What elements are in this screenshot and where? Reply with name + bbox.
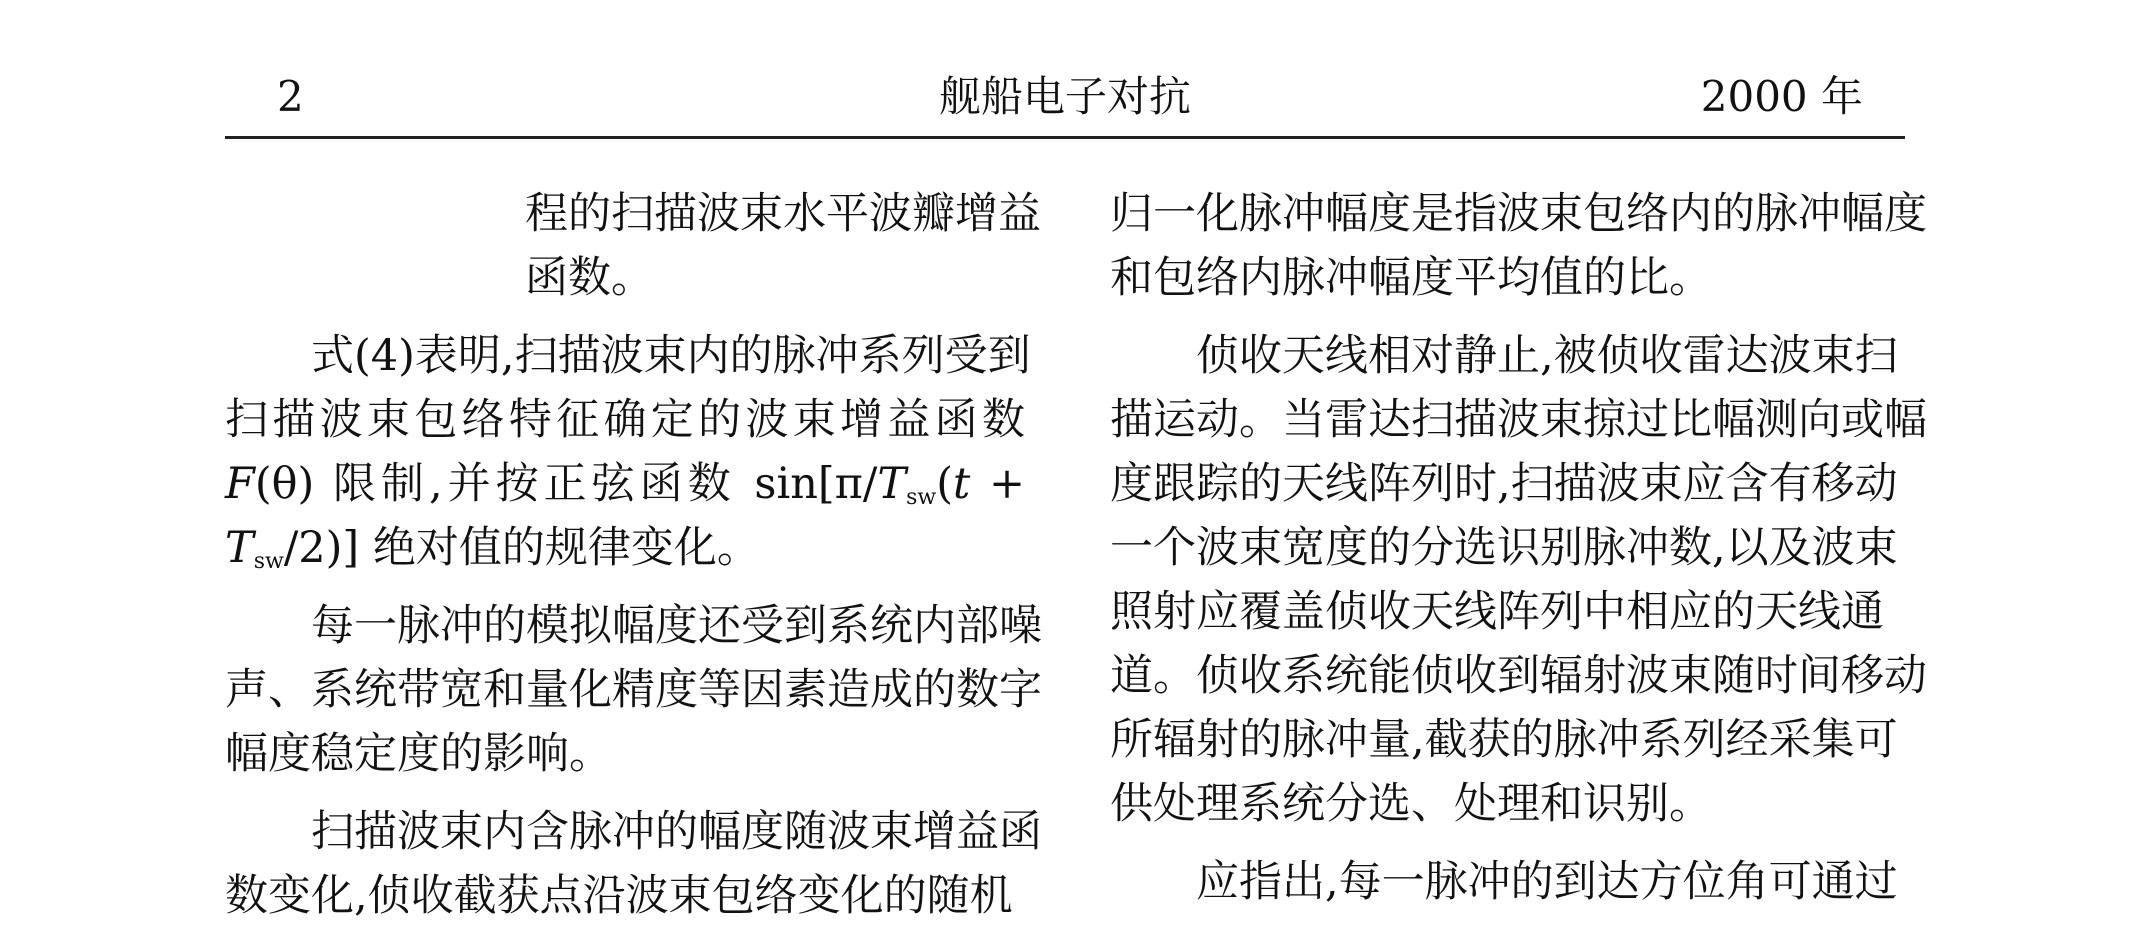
text-line: 幅度稳定度的影响。 bbox=[225, 729, 612, 779]
paragraph bbox=[1110, 850, 1905, 914]
text-line: 扫描波束包络特征确定的波束增益函数 bbox=[225, 395, 1025, 445]
text-line: 和包络内脉冲幅度平均值的比。 bbox=[1110, 253, 1712, 303]
text-line: 归一化脉冲幅度是指波束包络内的脉冲幅度 bbox=[1110, 189, 1927, 239]
text-line: 函数。 bbox=[525, 253, 654, 303]
text-line: 应指出,每一脉冲的到达方位角可通过 bbox=[1196, 857, 1898, 907]
text-line: 扫描波束内含脉冲的幅度随波束增益函 bbox=[311, 807, 1042, 857]
text-line: 每一脉冲的模拟幅度还受到系统内部噪 bbox=[311, 601, 1042, 651]
formula-line: F(θ) 限制,并按正弦函数 $\sin[\pi/T_{sw}(t$ + bbox=[225, 459, 1026, 510]
text-line: 一个波束宽度的分选识别脉冲数,以及波束 bbox=[1110, 523, 1898, 573]
text-line: 声、系统带宽和量化精度等因素造成的数字 bbox=[225, 665, 1042, 715]
right-column bbox=[1110, 182, 1927, 914]
text-line: 照射应覆盖侦收天线阵列中相应的天线通 bbox=[1110, 587, 1884, 637]
text-line: 度跟踪的天线阵列时,扫描波束应含有移动 bbox=[1110, 459, 1898, 509]
paragraph-continuation bbox=[1110, 182, 1927, 310]
text-line: 式(4)表明,扫描波束内的脉冲系列受到 bbox=[311, 331, 1031, 381]
text-line: 所辐射的脉冲量,截获的脉冲系列经采集可 bbox=[1110, 715, 1898, 765]
left-column bbox=[225, 182, 1042, 928]
journal-title: 舰船电子对抗 bbox=[938, 72, 1191, 121]
text-line: 程的扫描波束水平波瓣增益 bbox=[525, 189, 1041, 239]
text-line: 道。侦收系统能侦收到辐射波束随时间移动 bbox=[1110, 651, 1927, 701]
paragraph bbox=[1110, 324, 1927, 836]
text-line: 侦收天线相对静止,被侦收雷达波束扫 bbox=[1196, 331, 1898, 381]
definition-continuation bbox=[225, 182, 1041, 310]
paragraph bbox=[225, 324, 1031, 580]
formula-line: $T_{sw}/2$)] 绝对值的规律变化。 bbox=[225, 523, 760, 574]
paragraph bbox=[225, 594, 1042, 786]
publication-year: 2000 年 bbox=[1700, 72, 1863, 121]
text-line: 描运动。当雷达扫描波束掠过比幅测向或幅 bbox=[1110, 395, 1927, 445]
header-rule bbox=[225, 136, 1905, 139]
text-line: 数变化,侦收截获点沿波束包络变化的随机 bbox=[225, 871, 1013, 921]
text-line: 供处理系统分选、处理和识别。 bbox=[1110, 779, 1712, 829]
paragraph bbox=[225, 800, 1042, 928]
running-header bbox=[225, 72, 1905, 122]
page-number: 2 bbox=[277, 72, 304, 121]
